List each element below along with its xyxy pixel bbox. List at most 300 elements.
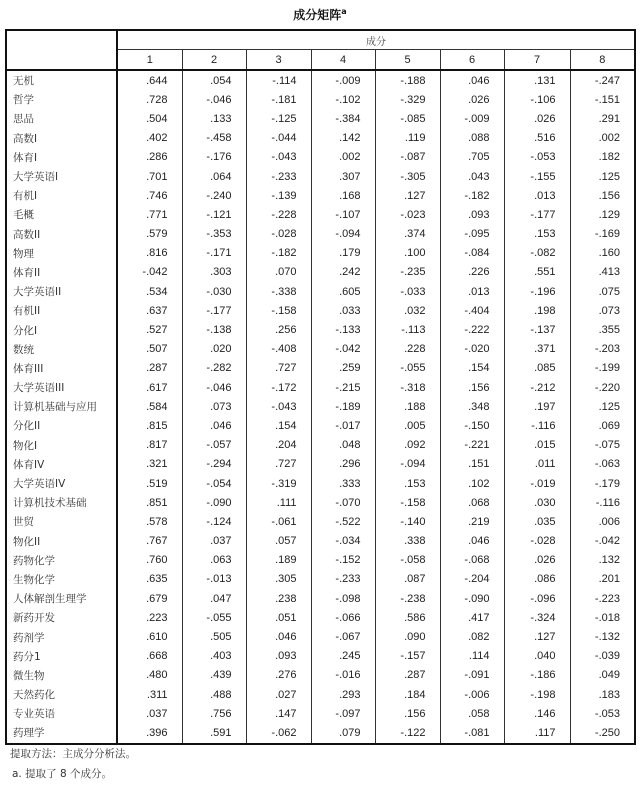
loading-value: .305: [246, 570, 311, 589]
column-header-1: 1: [117, 50, 182, 71]
loading-value: .219: [440, 512, 504, 531]
loading-value: .125: [570, 397, 635, 416]
loading-value: -.116: [504, 416, 570, 435]
loading-value: -.082: [504, 244, 570, 263]
loading-value: .153: [375, 474, 440, 493]
loading-value: -.186: [504, 666, 570, 685]
loading-value: -.158: [375, 493, 440, 512]
table-row: [6, 608, 635, 627]
loading-value: -.220: [570, 378, 635, 397]
row-label: 天然药化: [6, 685, 117, 704]
loading-value: .311: [146, 688, 168, 701]
loading-value: .133: [182, 109, 246, 128]
loading-value: .063: [182, 551, 246, 570]
loading-value: .073: [570, 301, 635, 320]
loading-value: .006: [570, 512, 635, 531]
loading-value: -.458: [182, 129, 246, 148]
row-label: 人体解剖生理学: [6, 589, 117, 608]
loading-value: .338: [375, 532, 440, 551]
row-label: 计算机技术基础: [6, 493, 117, 512]
loading-value: .026: [440, 90, 504, 109]
loading-value: -.338: [246, 282, 311, 301]
loading-value: .086: [504, 570, 570, 589]
loading-value: -.053: [504, 148, 570, 167]
loading-value: .184: [375, 685, 440, 704]
loading-value: .371: [504, 340, 570, 359]
loading-value: .100: [375, 244, 440, 263]
loading-value: -.013: [182, 570, 246, 589]
loading-value: .519: [146, 477, 168, 490]
loading-value: .226: [440, 263, 504, 282]
loading-value: -.404: [440, 301, 504, 320]
title-superscript: a: [341, 7, 347, 16]
loading-value: -.017: [311, 416, 375, 435]
loading-value: -.068: [440, 551, 504, 570]
loading-value: .293: [311, 685, 375, 704]
row-label: 新药开发: [6, 608, 117, 627]
loading-value: -.121: [182, 205, 246, 224]
loading-value: .088: [440, 129, 504, 148]
loading-value: -.061: [246, 512, 311, 531]
table-row: [6, 282, 635, 301]
table-row: [6, 129, 635, 148]
row-label: 物化I: [6, 436, 117, 455]
loading-value: -.094: [311, 225, 375, 244]
loading-value: -.177: [504, 205, 570, 224]
loading-value: -.114: [246, 70, 311, 90]
loading-value: -.006: [440, 685, 504, 704]
loading-value: .154: [440, 359, 504, 378]
loading-value: -.240: [182, 186, 246, 205]
loading-value: -.223: [570, 589, 635, 608]
loading-value: .259: [311, 359, 375, 378]
loading-value: .605: [311, 282, 375, 301]
loading-value: .046: [440, 532, 504, 551]
loading-value: .256: [246, 320, 311, 339]
column-header-8: 8: [570, 50, 635, 71]
loading-value: -.384: [311, 109, 375, 128]
loading-value: .002: [311, 148, 375, 167]
loading-value: -.042: [570, 532, 635, 551]
table-row: [6, 244, 635, 263]
loading-value: .082: [440, 627, 504, 646]
matrix-body: [6, 70, 635, 744]
loading-value: .127: [504, 627, 570, 646]
loading-value: -.094: [375, 455, 440, 474]
table-row: [6, 397, 635, 416]
loading-value: .728: [146, 93, 168, 106]
loading-value: .245: [311, 647, 375, 666]
loading-value: .119: [375, 129, 440, 148]
loading-value: .348: [440, 397, 504, 416]
loading-value: -.199: [570, 359, 635, 378]
loading-value: -.090: [440, 589, 504, 608]
loading-value: .238: [246, 589, 311, 608]
loading-value: -.169: [570, 225, 635, 244]
loading-value: -.196: [504, 282, 570, 301]
table-row: [6, 90, 635, 109]
row-label: 有机I: [6, 186, 117, 205]
loading-value: .011: [504, 455, 570, 474]
loading-value: -.090: [182, 493, 246, 512]
loading-value: -.020: [440, 340, 504, 359]
table-row: [6, 320, 635, 339]
loading-value: -.182: [246, 244, 311, 263]
loading-value: .026: [504, 551, 570, 570]
table-row: [6, 436, 635, 455]
loading-value: -.228: [246, 205, 311, 224]
loading-value: -.046: [182, 90, 246, 109]
loading-value: .142: [311, 129, 375, 148]
row-label: 哲学: [6, 90, 117, 109]
loading-value: .048: [311, 436, 375, 455]
loading-value: .198: [504, 301, 570, 320]
loading-value: -.009: [440, 109, 504, 128]
table-row: [6, 70, 635, 90]
loading-value: -.034: [311, 532, 375, 551]
loading-value: -.139: [246, 186, 311, 205]
loading-value: -.171: [182, 244, 246, 263]
loading-value: .756: [182, 704, 246, 723]
row-label: 体育I: [6, 148, 117, 167]
loading-value: -.250: [570, 723, 635, 743]
loading-value: .057: [246, 532, 311, 551]
loading-value: .032: [375, 301, 440, 320]
table-row: [6, 627, 635, 646]
loading-value: -.204: [440, 570, 504, 589]
loading-value: .201: [570, 570, 635, 589]
loading-value: .154: [246, 416, 311, 435]
loading-value: .002: [570, 129, 635, 148]
loading-value: .037: [182, 532, 246, 551]
loading-value: -.235: [375, 263, 440, 282]
row-label: 微生物: [6, 666, 117, 685]
loading-value: .591: [182, 723, 246, 743]
loading-value: -.085: [375, 109, 440, 128]
row-label: 体育II: [6, 263, 117, 282]
loading-value: -.106: [504, 90, 570, 109]
loading-value: -.039: [570, 647, 635, 666]
loading-value: -.329: [375, 90, 440, 109]
loading-value: -.046: [182, 378, 246, 397]
loading-value: .197: [504, 397, 570, 416]
loading-value: -.081: [440, 723, 504, 743]
row-label: 大学英语IV: [6, 474, 117, 493]
loading-value: -.054: [182, 474, 246, 493]
row-label: 物理: [6, 244, 117, 263]
loading-value: .093: [440, 205, 504, 224]
column-header-6: 6: [440, 50, 504, 71]
loading-value: .644: [146, 74, 168, 87]
loading-value: -.055: [182, 608, 246, 627]
extraction-method-note: 提取方法：主成分分析法。: [10, 748, 136, 760]
loading-value: .396: [146, 726, 168, 739]
loading-value: -.042: [311, 340, 375, 359]
loading-value: -.138: [182, 320, 246, 339]
loading-value: -.137: [504, 320, 570, 339]
loading-value: .156: [570, 186, 635, 205]
loading-value: -.075: [570, 436, 635, 455]
loading-value: .617: [146, 381, 168, 394]
table-row: [6, 455, 635, 474]
loading-value: -.150: [440, 416, 504, 435]
loading-value: .504: [146, 112, 168, 125]
loading-value: -.282: [182, 359, 246, 378]
table-row: [6, 570, 635, 589]
loading-value: -.063: [570, 455, 635, 474]
loading-value: -.030: [182, 282, 246, 301]
loading-value: .079: [311, 723, 375, 743]
row-label: 毛概: [6, 205, 117, 224]
loading-value: -.177: [182, 301, 246, 320]
table-row: [6, 512, 635, 531]
column-header-7: 7: [504, 50, 570, 71]
row-label: 思品: [6, 109, 117, 128]
loading-value: .073: [182, 397, 246, 416]
loading-value: -.408: [246, 340, 311, 359]
loading-value: .043: [440, 167, 504, 186]
loading-value: .020: [182, 340, 246, 359]
table-row: [6, 205, 635, 224]
loading-value: .015: [504, 436, 570, 455]
table-row: [6, 493, 635, 512]
row-label: 大学英语I: [6, 167, 117, 186]
loading-value: .527: [146, 324, 168, 337]
loading-value: .507: [146, 343, 168, 356]
footnote-a: a. 提取了 8 个成分。: [12, 768, 112, 780]
loading-value: -.055: [375, 359, 440, 378]
loading-value: .480: [146, 669, 168, 682]
loading-value: -.058: [375, 551, 440, 570]
loading-value: -.018: [570, 608, 635, 627]
loading-value: .111: [246, 493, 311, 512]
loading-value: .413: [570, 263, 635, 282]
table-row: [6, 589, 635, 608]
table-row: [6, 378, 635, 397]
loading-value: .087: [375, 570, 440, 589]
loading-value: .771: [146, 208, 168, 221]
loading-value: -.319: [246, 474, 311, 493]
loading-value: .851: [146, 496, 168, 509]
loading-value: -.070: [311, 493, 375, 512]
row-label: 计算机基础与应用: [6, 397, 117, 416]
corner-cell: [6, 30, 117, 70]
loading-value: .505: [182, 627, 246, 646]
loading-value: .333: [311, 474, 375, 493]
loading-value: .417: [440, 608, 504, 627]
loading-value: .303: [182, 263, 246, 282]
loading-value: .027: [246, 685, 311, 704]
loading-value: .069: [570, 416, 635, 435]
loading-value: .030: [504, 493, 570, 512]
loading-value: .204: [246, 436, 311, 455]
loading-value: .131: [504, 70, 570, 90]
loading-value: .046: [246, 627, 311, 646]
table-row: [6, 186, 635, 205]
loading-value: .286: [146, 151, 168, 164]
loading-value: .153: [504, 225, 570, 244]
row-label: 高数II: [6, 225, 117, 244]
table-row: [6, 685, 635, 704]
loading-value: -.042: [142, 266, 168, 279]
loading-value: .760: [146, 554, 168, 567]
loading-value: .188: [375, 397, 440, 416]
loading-value: -.318: [375, 378, 440, 397]
table-row: [6, 723, 635, 743]
loading-value: .727: [246, 359, 311, 378]
loading-value: .276: [246, 666, 311, 685]
loading-value: -.043: [246, 397, 311, 416]
loading-value: .085: [504, 359, 570, 378]
table-row: [6, 340, 635, 359]
loading-value: .291: [570, 109, 635, 128]
table-row: [6, 167, 635, 186]
loading-value: .013: [440, 282, 504, 301]
loading-value: -.189: [311, 397, 375, 416]
loading-value: -.066: [311, 608, 375, 627]
loading-value: -.198: [504, 685, 570, 704]
loading-value: .679: [146, 592, 168, 605]
loading-value: -.023: [375, 205, 440, 224]
loading-value: -.353: [182, 225, 246, 244]
loading-value: .114: [440, 647, 504, 666]
loading-value: .610: [146, 631, 168, 644]
loading-value: .551: [504, 263, 570, 282]
loading-value: .296: [311, 455, 375, 474]
loading-value: .058: [440, 704, 504, 723]
row-label: 专业英语: [6, 704, 117, 723]
loading-value: -.522: [311, 512, 375, 531]
loading-value: .013: [504, 186, 570, 205]
table-row: [6, 704, 635, 723]
loading-value: .047: [182, 589, 246, 608]
loading-value: .147: [246, 704, 311, 723]
loading-value: .635: [146, 573, 168, 586]
loading-value: -.019: [504, 474, 570, 493]
loading-value: .189: [246, 551, 311, 570]
loading-value: -.203: [570, 340, 635, 359]
group-header: 成分: [117, 30, 635, 50]
loading-value: .040: [504, 647, 570, 666]
loading-value: -.133: [311, 320, 375, 339]
loading-value: -.222: [440, 320, 504, 339]
loading-value: .054: [182, 70, 246, 90]
loading-value: .160: [570, 244, 635, 263]
loading-value: -.152: [311, 551, 375, 570]
loading-value: -.233: [311, 570, 375, 589]
loading-value: -.009: [311, 70, 375, 90]
loading-value: -.324: [504, 608, 570, 627]
loading-value: -.087: [375, 148, 440, 167]
loading-value: .815: [146, 419, 168, 432]
loading-value: -.247: [570, 70, 635, 90]
loading-value: .701: [146, 170, 168, 183]
component-matrix-table: [5, 29, 636, 745]
loading-value: .117: [504, 723, 570, 743]
loading-value: -.113: [375, 320, 440, 339]
loading-value: -.233: [246, 167, 311, 186]
loading-value: .005: [375, 416, 440, 435]
loading-value: .146: [504, 704, 570, 723]
table-row: [6, 474, 635, 493]
loading-value: .516: [504, 129, 570, 148]
loading-value: .026: [504, 109, 570, 128]
loading-value: -.062: [246, 723, 311, 743]
loading-value: .092: [375, 436, 440, 455]
loading-value: -.172: [246, 378, 311, 397]
loading-value: .402: [146, 132, 168, 145]
loading-value: -.084: [440, 244, 504, 263]
loading-value: .816: [146, 247, 168, 260]
loading-value: .125: [570, 167, 635, 186]
loading-value: -.181: [246, 90, 311, 109]
loading-value: .584: [146, 400, 168, 413]
loading-value: .727: [246, 455, 311, 474]
table-row: [6, 551, 635, 570]
column-header-5: 5: [375, 50, 440, 71]
loading-value: -.140: [375, 512, 440, 531]
loading-value: .035: [504, 512, 570, 531]
row-label: 有机II: [6, 301, 117, 320]
loading-value: -.122: [375, 723, 440, 743]
table-row: [6, 647, 635, 666]
row-label: 大学英语II: [6, 282, 117, 301]
loading-value: .637: [146, 304, 168, 317]
loading-value: -.067: [311, 627, 375, 646]
loading-value: .064: [182, 167, 246, 186]
loading-value: .307: [311, 167, 375, 186]
loading-value: .070: [246, 263, 311, 282]
loading-value: -.151: [570, 90, 635, 109]
table-row: [6, 225, 635, 244]
column-header-3: 3: [246, 50, 311, 71]
loading-value: -.091: [440, 666, 504, 685]
loading-value: -.182: [440, 186, 504, 205]
loading-value: .705: [440, 148, 504, 167]
row-label: 药物化学: [6, 551, 117, 570]
loading-value: .132: [570, 551, 635, 570]
loading-value: .151: [440, 455, 504, 474]
loading-value: -.179: [570, 474, 635, 493]
row-label: 物化II: [6, 532, 117, 551]
loading-value: .075: [570, 282, 635, 301]
loading-value: -.098: [311, 589, 375, 608]
table-row: [6, 416, 635, 435]
loading-value: .579: [146, 228, 168, 241]
row-label: 药理学: [6, 723, 117, 743]
row-label: 世贸: [6, 512, 117, 531]
loading-value: .093: [246, 647, 311, 666]
loading-value: -.155: [504, 167, 570, 186]
table-row: [6, 263, 635, 282]
row-label: 无机: [6, 70, 117, 90]
loading-value: -.096: [504, 589, 570, 608]
loading-value: .287: [375, 666, 440, 685]
loading-value: -.102: [311, 90, 375, 109]
loading-value: .156: [375, 704, 440, 723]
loading-value: .051: [246, 608, 311, 627]
loading-value: .033: [311, 301, 375, 320]
table-row: [6, 666, 635, 685]
loading-value: -.095: [440, 225, 504, 244]
loading-value: .321: [146, 458, 168, 471]
loading-value: .127: [375, 186, 440, 205]
loading-value: -.238: [375, 589, 440, 608]
loading-value: .668: [146, 650, 168, 663]
loading-value: .439: [182, 666, 246, 685]
row-label: 生物化学: [6, 570, 117, 589]
loading-value: .355: [570, 320, 635, 339]
